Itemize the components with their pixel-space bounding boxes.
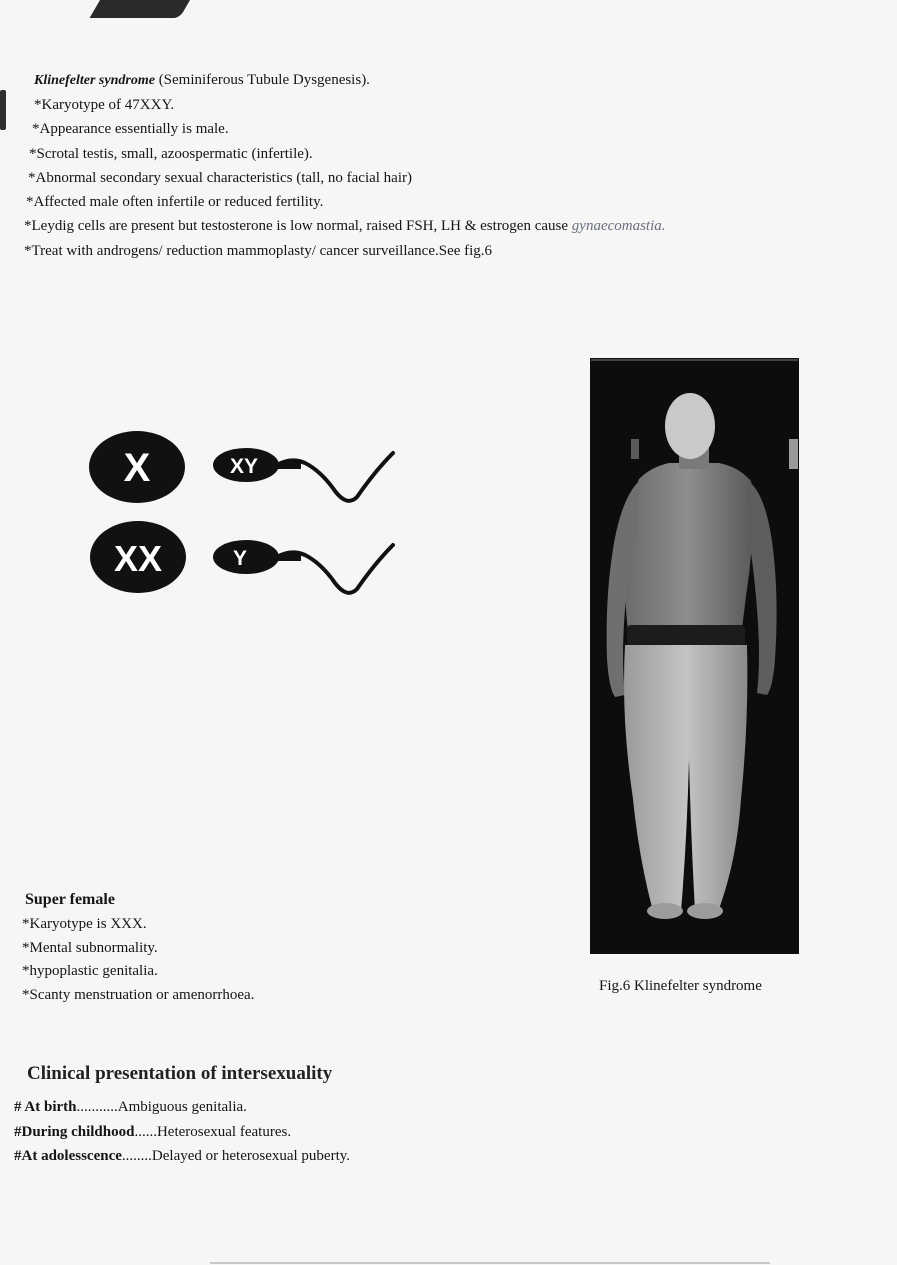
sperm-bottom-tail [277,545,393,593]
list-item-leydig [24,214,784,238]
clinical-item-label: #During childhood [14,1123,135,1140]
list-item [14,1120,514,1145]
list-item: *Treat with androgens/ reduction mammoplasty/ cancer surveillance.See fig.6 [24,242,493,259]
klinefelter-title-rest: (Seminiferous Tubule Dysgenesis). [154,72,370,88]
egg-bottom-label: XX [113,538,163,579]
super-female-title: Super female [25,891,115,908]
figure-right-shoe [687,903,723,919]
figure-belt [627,625,745,647]
list-item: *Mental subnormality. [22,939,158,956]
clinical-item-label: # At birth [14,1099,77,1115]
list-item: *Abnormal secondary sexual characteristics (tall, no facial hair) [28,169,413,186]
list-item [14,1144,514,1169]
egg-top-label: X [123,446,151,490]
sperm-top-tail [277,453,393,501]
list-item: *Karyotype of 47XXY. [34,97,175,113]
clinical-item-dots: ........ [121,1148,152,1164]
clinical-item-text: Heterosexual features. [156,1123,292,1140]
clinical-item-dots: ........... [76,1099,118,1115]
clinical-presentation-section [14,1063,514,1169]
figure-caption: Fig.6 Klinefelter syndrome [599,978,762,994]
scan-shadow-corner [90,0,190,18]
sperm-top-label: XY [229,455,259,478]
clinical-item-dots: ...... [134,1123,157,1140]
list-item: *Affected male often infertile or reduced fertility. [26,194,324,211]
gynaecomastia-term: gynaecomastia. [571,218,666,235]
klinefelter-title [34,72,784,89]
list-item [14,1095,514,1120]
scan-shadow-edge [0,90,6,130]
list-item: *Appearance essentially is male. [32,121,229,138]
background-window [789,439,798,469]
clinical-title: Clinical presentation of intersexuality [27,1063,333,1084]
clinical-list [14,1095,514,1169]
fertilization-diagram [85,425,405,610]
scan-bottom-edge [210,1262,770,1264]
anonymized-face-oval [665,393,715,459]
background-detail [631,439,639,459]
clinical-item-label: #At adolesscence [14,1148,122,1164]
clinical-item-text: Delayed or heterosexual puberty. [151,1148,351,1164]
figure-torso [624,463,752,639]
super-female-section [22,891,422,1007]
klinefelter-title-bold: Klinefelter syndrome [34,73,155,88]
list-item: *Karyotype is XXX. [22,916,147,932]
figure-left-shoe [647,903,683,919]
klinefelter-bullet-list [24,93,784,263]
list-item: *hypoplastic genitalia. [22,963,158,979]
leydig-text: *Leydig cells are present but testosterone is low normal, raised FSH, LH & estrogen cause [24,218,572,235]
sperm-bottom-label: Y [232,547,248,570]
list-item: *Scrotal testis, small, azoospermatic (infertile). [29,145,313,162]
list-item: *Scanty menstruation or amenorrhoea. [22,986,255,1003]
photo-border [591,359,798,361]
clinical-item-text: Ambiguous genitalia. [117,1099,247,1115]
klinefelter-photo [591,359,798,953]
super-female-bullet-list [22,913,422,1007]
klinefelter-section [24,72,784,263]
